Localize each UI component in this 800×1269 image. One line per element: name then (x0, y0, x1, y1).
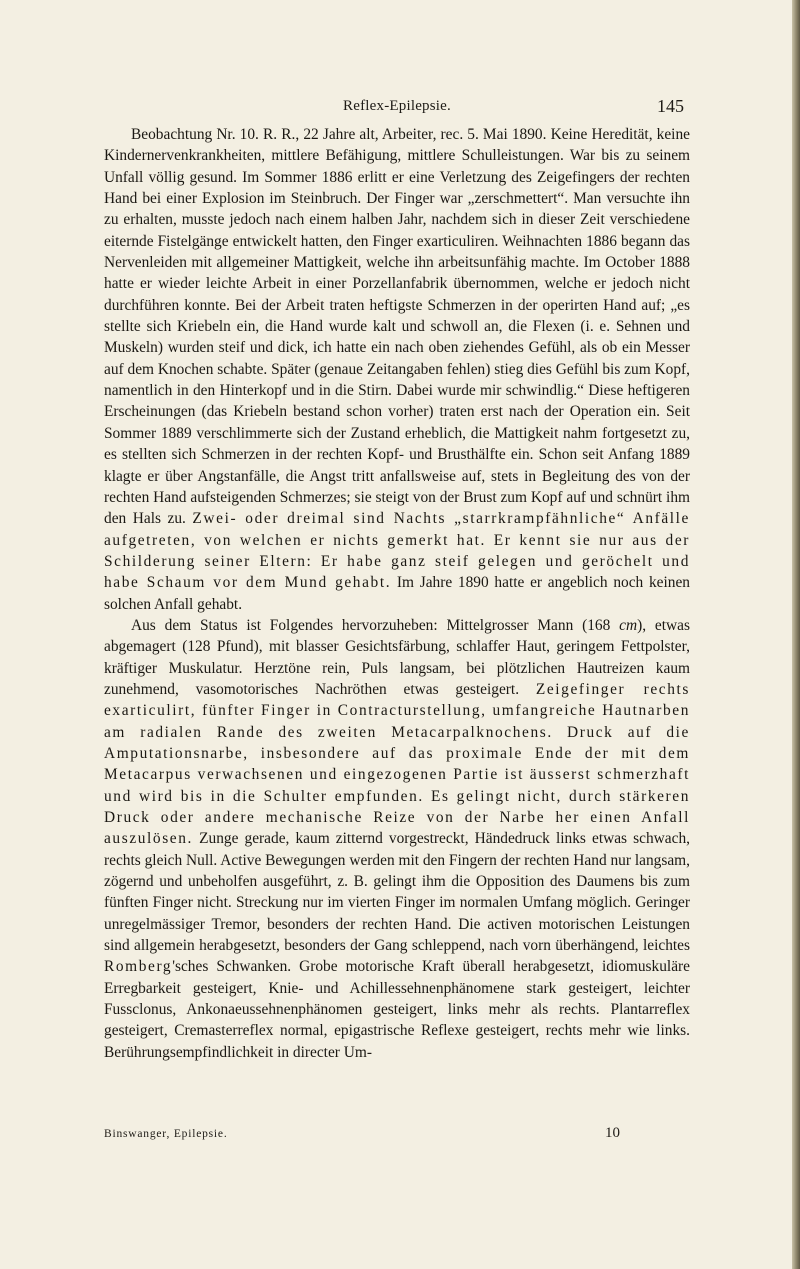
page-number: 145 (657, 96, 684, 116)
page-footer (104, 1125, 690, 1145)
spaced-text-finger: Zeigefinger rechts exarticulirt, fünfter Finger in Contracturstellung, umfangreiche Hautnarben am radialen Rande des zweiten Metacarpalknochens. Druck auf die Amputationsnarbe, insbesondere auf das proximale Ende der mit dem Metacarpus verwachsenen und eingezogenen Partie ist äusserst schmerzhaft und wird bis in die Schulter empfunden. Es gelingt nicht, durch stärkeren Druck oder andere mechanische Reize von der Narbe her einen Anfall auszulösen. (104, 680, 690, 848)
name-romberg: Romberg (104, 958, 173, 976)
status-general: ), etwas abgemagert (128 Pfund), mit blasser Gesichtsfärbung, schlaffer Haut, geringem Fettpolster, kräftiger Muskulatur. Herztöne rein, Puls langsam, bei plötzlichen Hautreizen kaum zunehmend, vasomotorisches Nachröthen etwas gesteigert. (104, 616, 690, 698)
running-title: Reflex-Epilepsie. (343, 98, 451, 114)
book-spine-edge (792, 0, 800, 1269)
case-history-text: Beobachtung Nr. 10. R. R., 22 Jahre alt, Arbeiter, rec. 5. Mai 1890. Keine Heredität, keine Kindernervenkrankheiten, mittlere Befähigung, mittlere Schulleistungen. War bis zu seinem Unfall völlig gesund. Im Sommer 1886 erlitt er eine Verletzung des Zeigefingers der rechten Hand bei einer Explosion im Steinbruch. Der Finger war „zerschmettert“. Man versuchte ihn zu erhalten, musste jedoch nach einem halben Jahr, nachdem sich in dieser Zeit verschiedene eiternde Fistelgänge entwickelt hatten, den Finger exarticuliren. Weihnachten 1886 begann das Nervenleiden mit allgemeiner Mattigkeit, welche ihn arbeitsunfähig machte. Im October 1888 hatte er wieder leichte Arbeit in einer Porzellanfabrik übernommen, welche er jedoch nicht durchführen konnte. Bei der Arbeit traten heftigste Schmerzen in der operirten Hand auf; „es stellte sich Kriebeln ein, die Hand wurde kalt und schwoll an, die Flexen (i. e. Sehnen und Muskeln) wurden steif und dick, ich hatte ein nach oben ziehendes Gefühl, als ob ein Messer auf dem Knochen schabte. Später (genaue Zeitangaben fehlen) stieg dies Gefühl bis zum Kopf, namentlich in den Hinterkopf und in die Stirn. Dabei wurde mir schwindlig.“ Diese heftigeren Erscheinungen (das Kriebeln bestand schon vorher) traten erst nach der Operation ein. Seit Sommer 1889 verschlimmerte sich der Zustand erheblich, die Mattigkeit nahm fortgesetzt zu, es stellten sich Schmerzen in der rechten Kopf- und Brusthälfte ein. Schon seit Anfang 1889 klagte er über Angstanfälle, die Angst tritt anfallsweise auf, stets in Begleitung des von der rechten Hand aufsteigenden Schmerzes; sie steigt von der Brust zum Kopf auf und schnürt ihm den Hals zu. (104, 126, 690, 528)
spaced-text-seizures: Zwei- oder dreimal sind Nachts „starrkrampfähnliche“ Anfälle aufgetreten, von welchen er nichts gemerkt hat. Er kennt sie nur aus der Schilderung seiner Eltern: Er habe ganz steif gelegen und geröchelt und habe Schaum vor dem Mund gehabt. (104, 510, 690, 592)
body-text (104, 124, 690, 1063)
paragraph-status (104, 615, 690, 1063)
status-motor: Zunge gerade, kaum zitternd vorgestreckt, Händedruck links etwas schwach, rechts gleich Null. Active Bewegungen werden mit den Fingern der rechten Hand nur langsam, zögernd und unbeholfen ausgeführt, z. B. gelingt ihm die Opposition des Daumens bis zum fünften Finger nicht. Streckung nur im vierten Finger im normalen Umfang möglich. Geringer unregelmässiger Tremor, besonders der rechten Hand. Die activen motorischen Leistungen sind allgemein herabgesetzt, besonders der Gang schleppend, nach vorn überhängend, leichtes (104, 830, 690, 955)
page-header (104, 98, 690, 118)
unit-cm: cm (619, 616, 638, 634)
paragraph-case-history (104, 124, 690, 615)
printer-signature: Binswanger, Epilepsie. (104, 1128, 228, 1140)
status-intro: Aus dem Status ist Folgendes hervorzuheben: Mittelgrosser Mann (168 (131, 616, 611, 634)
case-history-closing: Im Jahre 1890 hatte er angeblich noch keinen solchen Anfall gehabt. (104, 574, 690, 613)
status-reflexes: 'sches Schwanken. Grobe motorische Kraft überall herabgesetzt, idiomuskuläre Erregbarkeit gesteigert, Knie- und Achillessehnenphänomene stark gesteigert, leichter Fussclonus, Ankonaeussehnenphänomen gesteigert, links mehr als rechts. Plantarreflex gesteigert, Cremasterreflex normal, epigastrische Reflexe gesteigert, rechts mehr wie links. Berührungsempfindlichkeit in directer Um- (104, 958, 690, 1061)
sheet-number: 10 (605, 1125, 620, 1141)
